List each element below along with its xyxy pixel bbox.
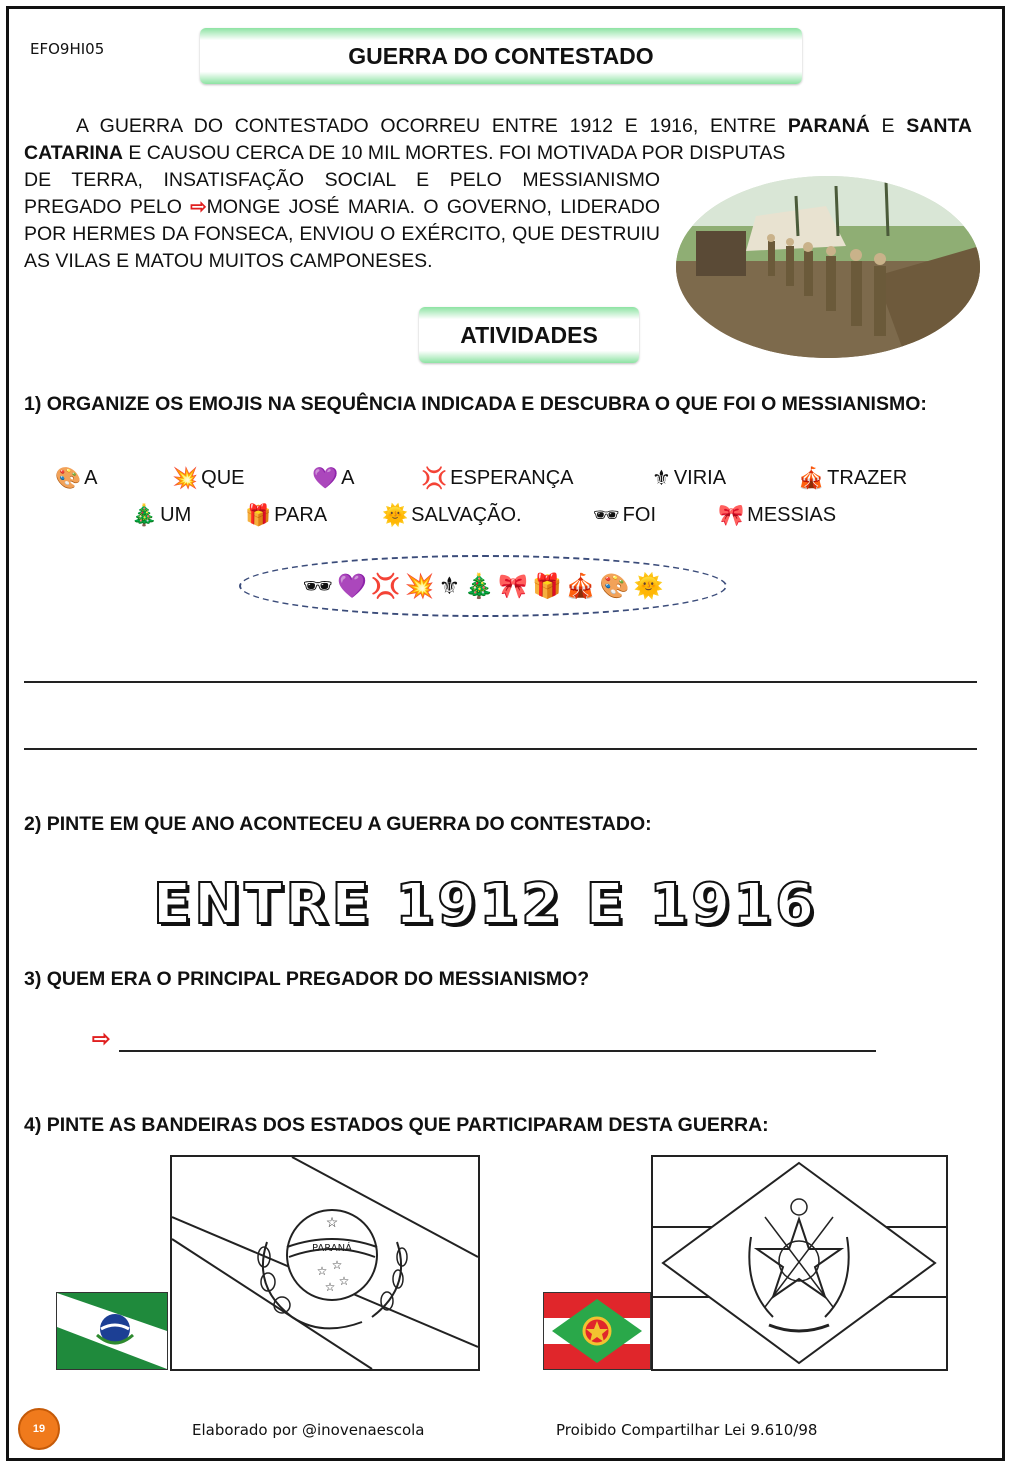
purple-heart-icon: 💜 xyxy=(312,466,339,490)
christmas-tree-icon: 🎄 xyxy=(131,503,158,527)
anger-symbol-icon: 💢 xyxy=(421,466,448,490)
santa-catarina-flag-outline[interactable] xyxy=(651,1155,948,1371)
christmas-tree-icon: 🎄 xyxy=(464,572,495,600)
answer-line-3[interactable] xyxy=(119,1050,876,1052)
word-item: 🕶 FOI xyxy=(593,503,657,527)
sun-icon: 🌞 xyxy=(633,572,664,600)
footer-legal: Proibido Compartilhar Lei 9.610/98 xyxy=(556,1421,818,1439)
word-item: ⚜ VIRIA xyxy=(652,466,727,490)
svg-text:☆: ☆ xyxy=(324,1280,336,1294)
answer-years-outline[interactable]: ENTRE 1912 E 1916 xyxy=(152,872,818,937)
fleur-de-lis-icon: ⚜ xyxy=(652,466,671,490)
svg-text:☆: ☆ xyxy=(325,1214,339,1230)
ribbon-icon: 🎀 xyxy=(718,503,745,527)
word-item: 🎨 A xyxy=(55,466,98,490)
word-item: 💜 A xyxy=(312,466,355,490)
question-3: 3) QUEM ERA O PRINCIPAL PREGADOR DO MESSIANISMO? xyxy=(24,968,590,990)
parana-flag-outline[interactable] xyxy=(170,1155,480,1371)
word-item: 🎀 MESSIAS xyxy=(718,503,837,527)
fleur-de-lis-icon: ⚜ xyxy=(438,572,461,600)
svg-text:☆: ☆ xyxy=(331,1258,343,1272)
footer-author: Elaborado por @inovenaescola xyxy=(192,1421,425,1439)
arrow-right-icon: ⇨ xyxy=(92,1026,111,1051)
anger-symbol-icon: 💢 xyxy=(370,572,401,600)
sunglasses-icon: 🕶 xyxy=(302,572,333,600)
purple-heart-icon: 💜 xyxy=(336,572,367,600)
intro-paragraph-1: A GUERRA DO CONTESTADO OCORREU ENTRE 1912 E 1916, ENTRE PARANÁ E SANTA CATARINA E CAUSOU CERCA DE 10 MIL MORTES. FOI MOTIVADA POR DISPUTAS xyxy=(24,115,973,164)
gift-icon: 🎁 xyxy=(531,572,562,600)
word-item: 🌞 SALVAÇÃO. xyxy=(382,503,522,527)
curriculum-code: EFO9HI05 xyxy=(30,40,105,58)
collision-icon: 💥 xyxy=(172,466,199,490)
word-item: 🎪 TRAZER xyxy=(798,466,908,490)
question-2: 2) PINTE EM QUE ANO ACONTECEU A GUERRA DO CONTESTADO: xyxy=(24,813,652,835)
word-item: 💥 QUE xyxy=(172,466,245,490)
svg-text:☆: ☆ xyxy=(316,1264,328,1278)
sunglasses-icon: 🕶 xyxy=(593,503,620,527)
activities-title: ATIVIDADES xyxy=(419,307,639,363)
soldiers-photo xyxy=(676,176,980,358)
svg-text:☆: ☆ xyxy=(338,1274,350,1288)
parana-flag-color xyxy=(56,1292,168,1370)
collision-icon: 💥 xyxy=(404,572,435,600)
question-1: 1) ORGANIZE OS EMOJIS NA SEQUÊNCIA INDICADA E DESCUBRA O QUE FOI O MESSIANISMO: xyxy=(24,393,927,415)
arrow-right-icon: ⇨ xyxy=(190,196,207,218)
circus-tent-icon: 🎪 xyxy=(565,572,596,600)
circus-tent-icon: 🎪 xyxy=(798,466,825,490)
word-item: 💢 ESPERANÇA xyxy=(421,466,574,490)
palette-icon: 🎨 xyxy=(599,572,630,600)
santa-catarina-flag-color xyxy=(543,1292,651,1370)
palette-icon: 🎨 xyxy=(55,466,82,490)
page-title: GUERRA DO CONTESTADO xyxy=(200,28,802,84)
parana-flag-label: PARANÁ xyxy=(312,1243,352,1254)
emoji-sequence xyxy=(239,555,727,617)
inovenaescola-logo: 19 xyxy=(18,1408,60,1450)
word-item: 🎄 UM xyxy=(131,503,192,527)
question-4: 4) PINTE AS BANDEIRAS DOS ESTADOS QUE PARTICIPARAM DESTA GUERRA: xyxy=(24,1114,769,1136)
answer-line-2[interactable] xyxy=(24,748,977,750)
ribbon-icon: 🎀 xyxy=(498,572,528,600)
sun-icon: 🌞 xyxy=(382,503,409,527)
word-item: 🎁 PARA xyxy=(245,503,328,527)
gift-icon: 🎁 xyxy=(245,503,272,527)
answer-line-1[interactable] xyxy=(24,681,977,683)
intro-paragraph-2: DE TERRA, INSATISFAÇÃO SOCIAL E PELO MESSIANISMO PREGADO PELO ⇨MONGE JOSÉ MARIA. O GOVERNO, LIDERADO POR HERMES DA FONSECA, ENVIOU O EXÉRCITO, QUE DESTRUIU AS VILAS E MATOU MUITOS CAMPONESES. xyxy=(24,169,660,272)
